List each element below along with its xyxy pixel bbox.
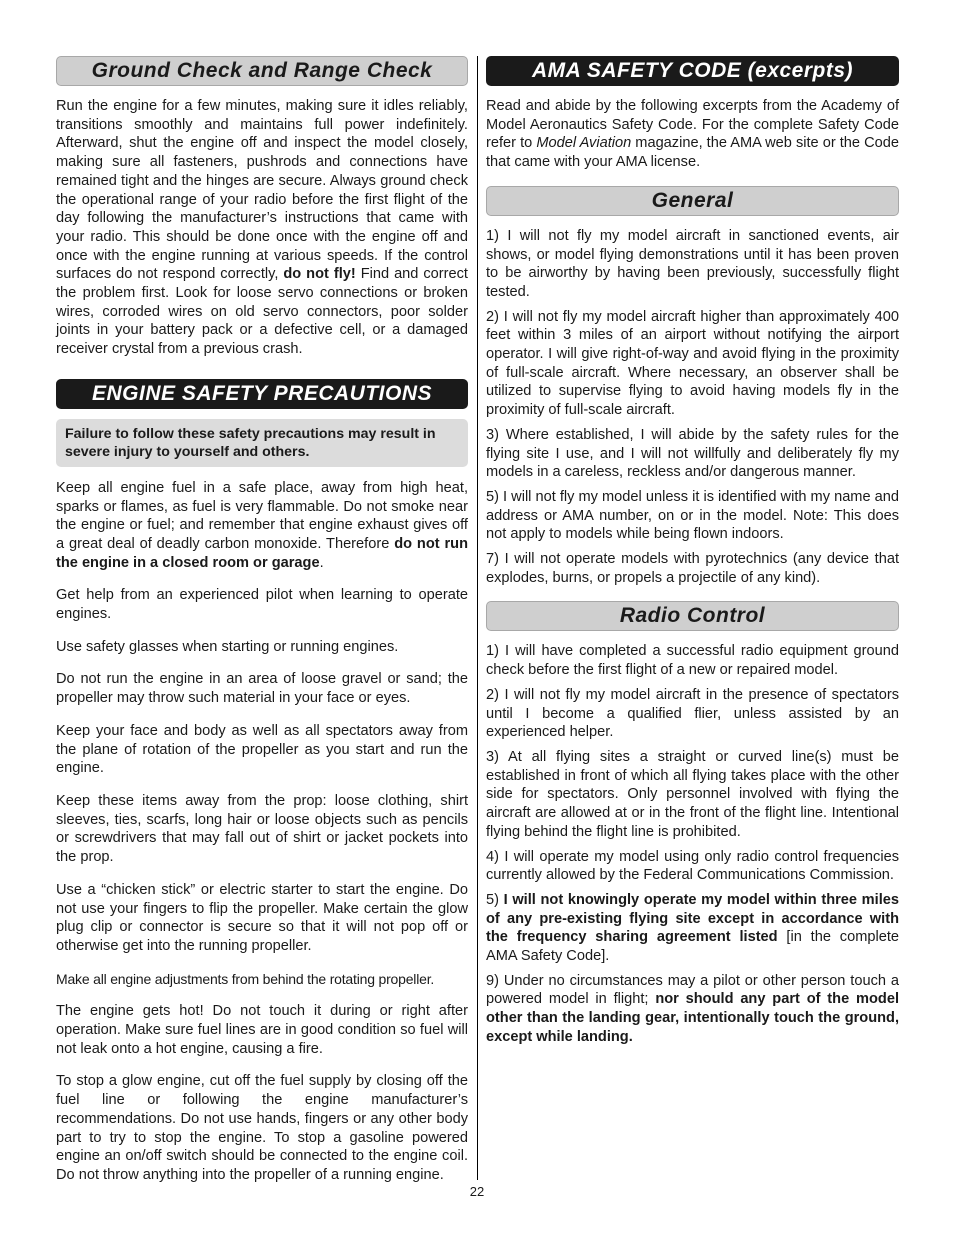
- ama-intro-paragraph: Read and abide by the following excerpts from the Academy of Model Aeronautics Safety Code. For the complete Safety Code refer to Model Aviation magazine, the AMA web site or the Code that came with your AMA license.: [486, 98, 899, 171]
- radio-rule-2: 2) I will not fly my model aircraft in the presence of spectators until I become a qualified flier, unless assisted by an experienced helper.: [486, 686, 899, 741]
- radio-rule-4: 4) I will operate my model using only radio control frequencies currently allowed by the Federal Communications Commission.: [486, 848, 899, 884]
- radio-rule-1: 1) I will have completed a successful radio equipment ground check before the first flight of a new or repaired model.: [486, 643, 899, 679]
- radio-rule-5: 5) I will not knowingly operate my model within three miles of any pre-existing flying site except in accordance with the frequency sharing agreement listed [in the complete AMA Safety Code].: [486, 891, 899, 965]
- engine-paragraph-fuel: Keep all engine fuel in a safe place, away from high heat, sparks or flames, as fuel is very flammable. Do not smoke near the engine or fuel; and remember that engine exhaust gives off a great deal of deadly carbon monoxide. Therefore do not run the engine in a closed room or garage.: [56, 479, 469, 571]
- radio-rule-3: 3) At all flying sites a straight or curved line(s) must be established in front of which all flying takes place with the other side for spectators. Only personnel involved with flying the aircraft are allowed at or in the front of the flight line. Intentional flying behind the flight line is prohibited.: [486, 748, 899, 840]
- column-divider: [477, 56, 478, 1180]
- engine-paragraph-glasses: Use safety glasses when starting or running engines.: [56, 638, 399, 655]
- general-rule-7: 7) I will not operate models with pyrotechnics (any device that explodes, burns, or propels a projectile of any kind).: [486, 551, 899, 586]
- engine-paragraph-chicken-stick: Use a “chicken stick” or electric starter to start the engine. Do not use your fingers to flip the propeller. Make certain the glow plug clip or connector is secure so that it will not pop off or otherwise get into the running propeller.: [56, 881, 468, 954]
- engine-paragraph-adjustments: Make all engine adjustments from behind the rotating propeller.: [56, 970, 435, 987]
- engine-paragraph-gravel: Do not run the engine in an area of loose gravel or sand; the propeller may throw such material in your face or eyes.: [56, 671, 468, 707]
- general-rule-5: 5) I will not fly my model unless it is identified with my name and address or AMA number, on or in the model. Note: This does not apply to models while being flown indoors.: [486, 488, 899, 543]
- engine-paragraph-items: Keep these items away from the prop: loose clothing, shirt sleeves, ties, scarfs, long hair or loose objects such as pencils or screwdrivers that may fall out of shirt or jacket pockets into the prop.: [56, 792, 468, 866]
- ground-check-paragraph: Run the engine for a few minutes, making sure it idles reliably, transitions smoothly and maintains full power indefinitely. Afterward, shut the engine off and inspect the model closely, making sure all fasteners, pushrods and connections have remained tight and the hinges are secure. Always ground check the operational range of your radio before the first flight of the day following the manufacturer’s instructions that came with your radio. This should be done once with the engine off and once with the engine running at various speeds. If the control surfaces do not respond correctly, do not fly! Find and correct the problem first. Look for loose servo connections or broken wires, corroded wires on old servo connectors, poor solder joints in your battery pack or a defective cell, or a damaged receiver crystal from a previous crash.: [56, 98, 468, 358]
- engine-paragraph-hot: The engine gets hot! Do not touch it during or right after operation. Make sure fuel lines are in good condition so fuel will not leak onto a hot engine, causing a fire.: [56, 1003, 468, 1057]
- engine-paragraph-spectators: Keep your face and body as well as all spectators away from the plane of rotation of the propeller as you start and run the engine.: [56, 722, 468, 777]
- engine-paragraph-stop: To stop a glow engine, cut off the fuel supply by closing off the fuel line or following the engine manufacturer’s recommendations. Do not use hands, fingers or any other body part to try to stop the engine. To stop a gasoline powered engine an on/off switch should be connected to the engine coil. Do not throw anything into the propeller of a running engine.: [56, 1073, 468, 1183]
- radio-control-heading: Radio Control: [486, 601, 899, 631]
- page-number: 22: [469, 1184, 485, 1199]
- engine-safety-heading: ENGINE SAFETY PRECAUTIONS: [56, 379, 468, 409]
- left-column: [56, 56, 468, 1185]
- ama-safety-heading: AMA SAFETY CODE (excerpts): [486, 56, 899, 86]
- ground-check-heading: Ground Check and Range Check: [56, 56, 468, 86]
- general-rule-1: 1) I will not fly my model aircraft in sanctioned events, air shows, or model flying demonstrations until it has been proven to be airworthy by having been previously, successfully flight tested.: [486, 227, 899, 300]
- right-column: [486, 56, 899, 1047]
- general-heading: General: [486, 186, 899, 216]
- engine-safety-warning: Failure to follow these safety precautions may result in severe injury to yourself and others.: [56, 419, 468, 467]
- radio-rule-9: 9) Under no circumstances may a pilot or other person touch a powered model in flight; nor should any part of the model other than the landing gear, intentionally touch the ground, except while landing.: [486, 972, 900, 1045]
- general-rule-2: 2) I will not fly my model aircraft higher than approximately 400 feet within 3 miles of an airport without notifying the airport operator. I will give right-of-way and avoid flying in the proximity of full-scale aircraft. Where necessary, an observer shall be utilized to supervise flying to avoid having models fly in the proximity of full-scale aircraft.: [486, 308, 899, 419]
- engine-paragraph-help: Get help from an experienced pilot when learning to operate engines.: [56, 587, 468, 623]
- general-rule-3: 3) Where established, I will abide by the safety rules for the flying site I use, and I will not willfully and deliberately fly my models in a careless, reckless and/or dangerous manner.: [486, 426, 899, 481]
